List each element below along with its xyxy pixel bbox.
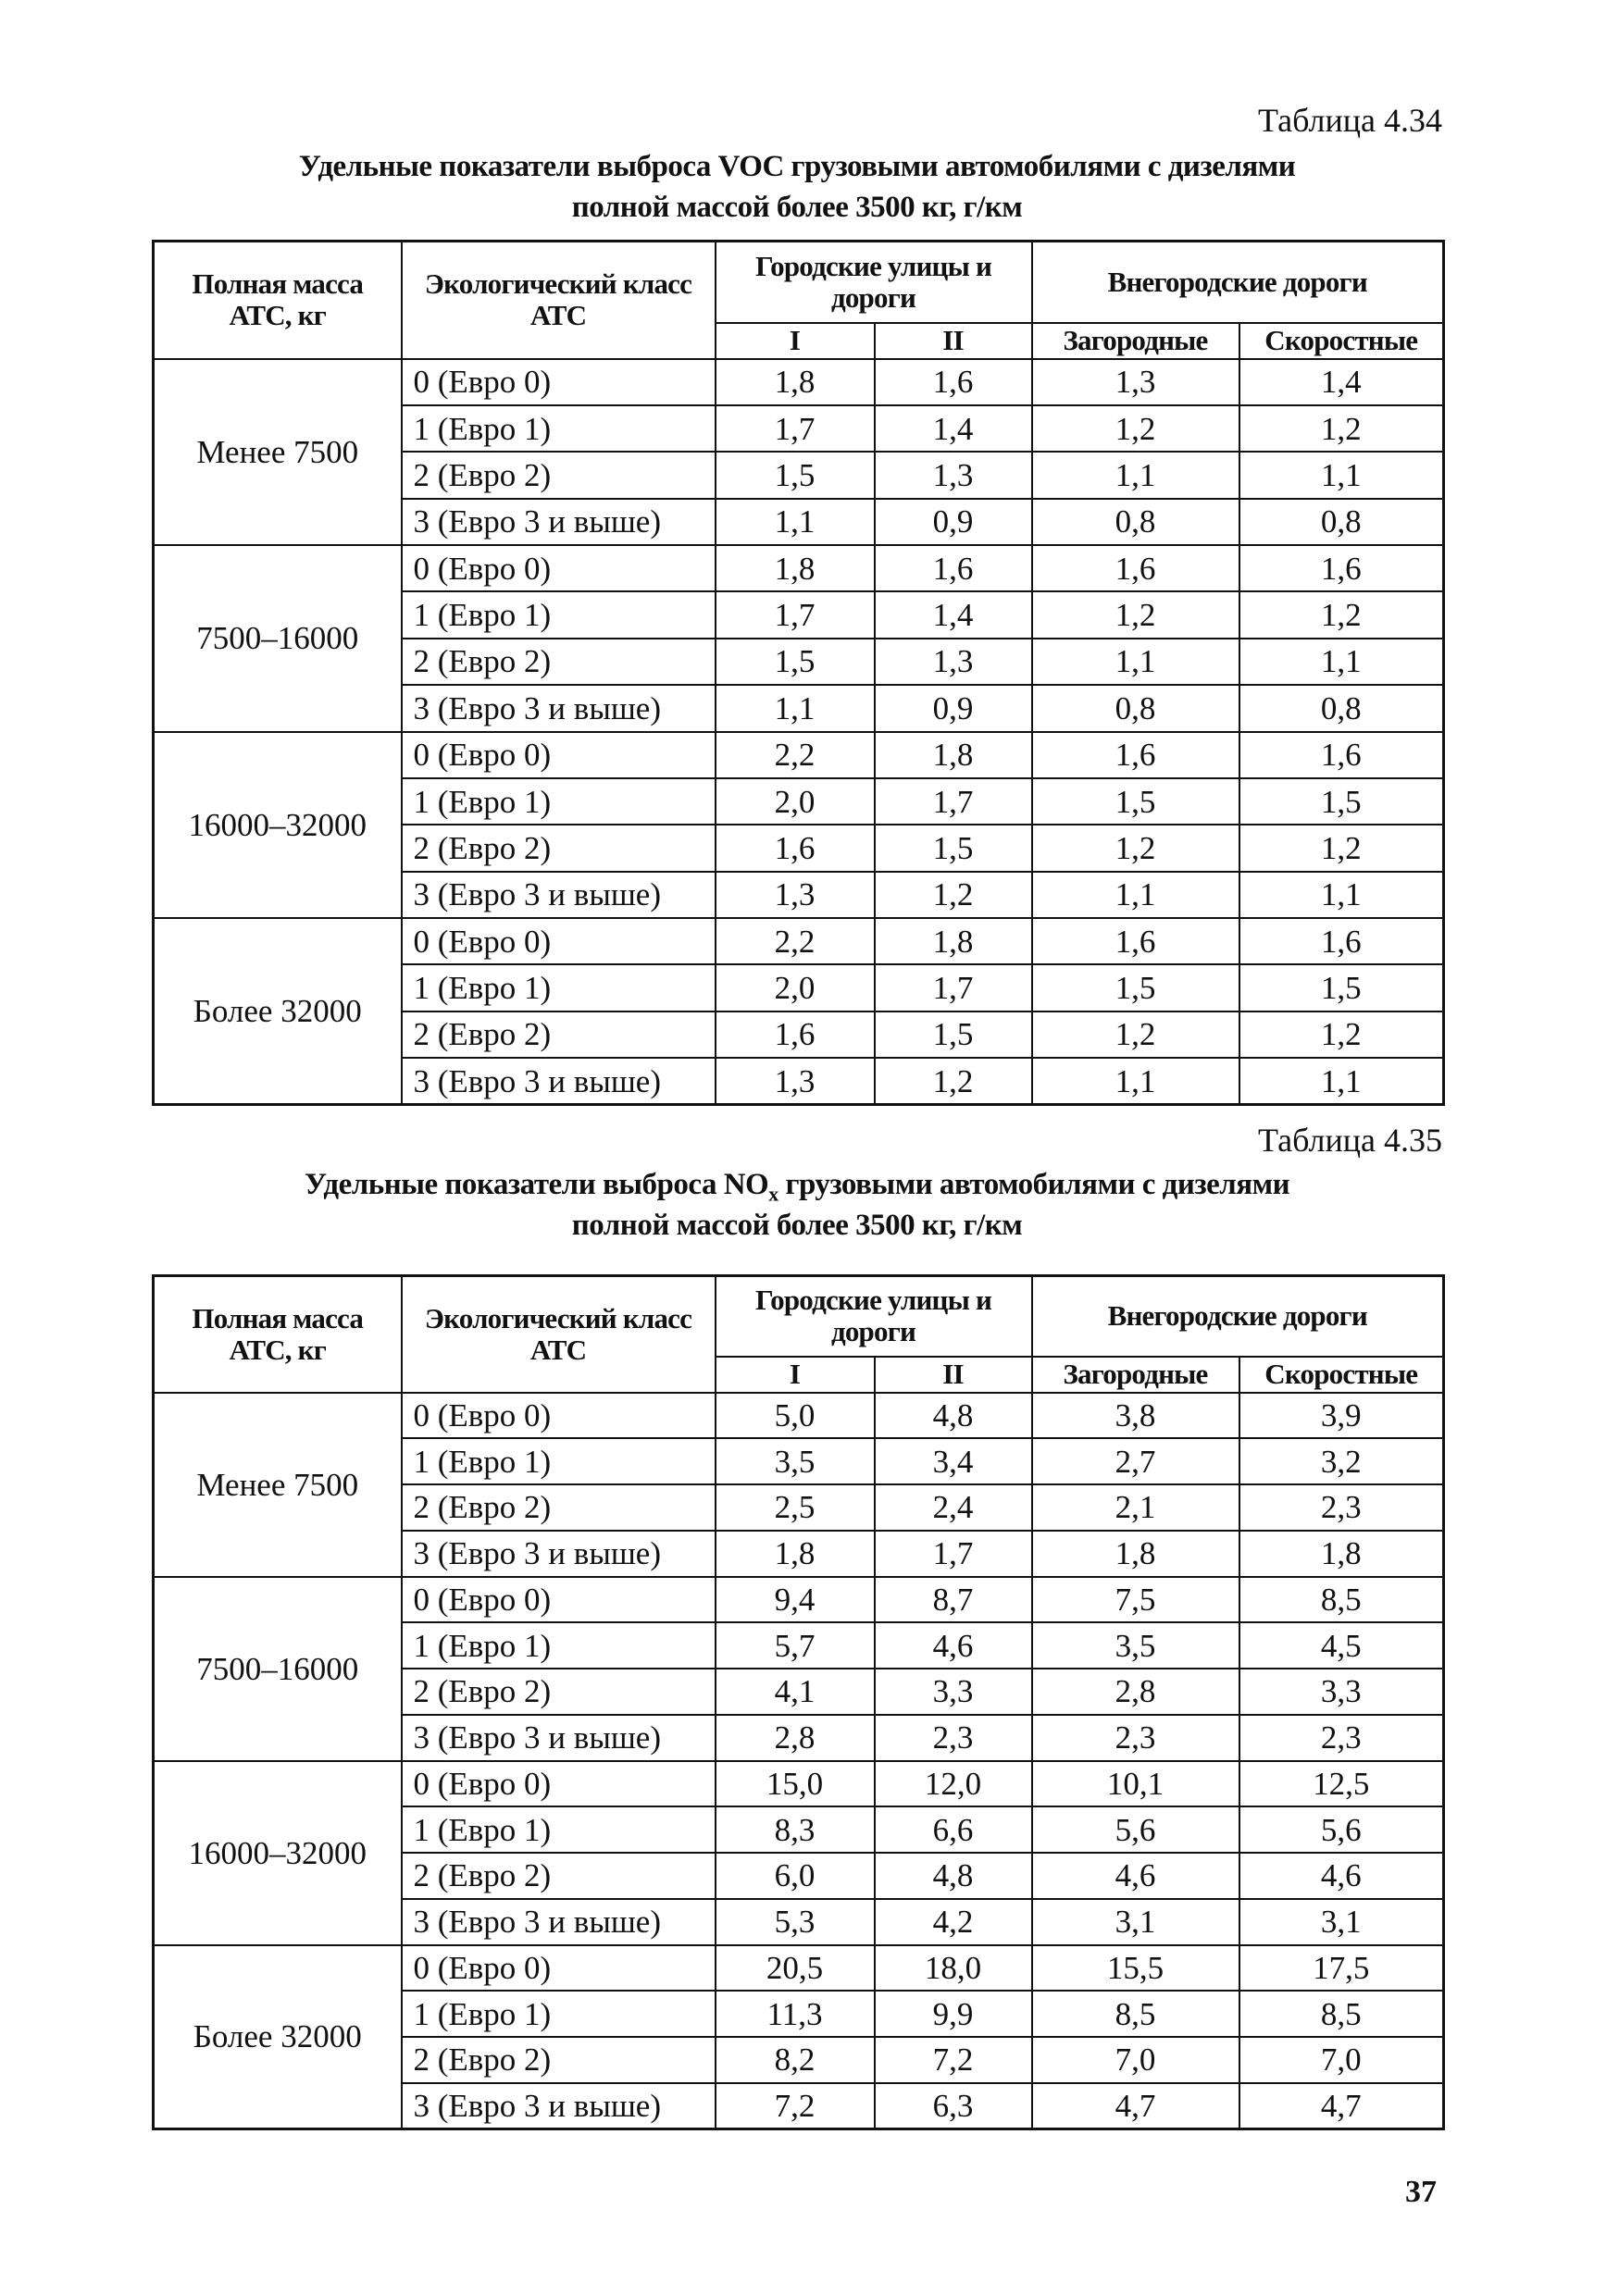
- title-text: Удельные показатели выброса VOC: [298, 150, 784, 183]
- table-row: [154, 1945, 1444, 1992]
- value-cell: 1,2: [1032, 591, 1239, 638]
- header-highway: Скоростные: [1239, 323, 1444, 359]
- value-cell: 15,5: [1032, 1945, 1239, 1992]
- value-cell: 1,8: [716, 545, 875, 591]
- value-cell: 3,8: [1032, 1393, 1239, 1439]
- value-cell: 7,2: [875, 2037, 1032, 2083]
- value-cell: 6,0: [716, 1853, 875, 1899]
- value-cell: 1,7: [875, 1531, 1032, 1577]
- value-cell: 2,0: [716, 778, 875, 825]
- table-row: [154, 545, 1444, 591]
- eco-class-cell: 1 (Евро 1): [402, 1991, 716, 2037]
- value-cell: 4,8: [875, 1853, 1032, 1899]
- value-cell: 10,1: [1032, 1761, 1239, 1807]
- value-cell: 1,3: [875, 452, 1032, 498]
- value-cell: 1,3: [875, 639, 1032, 685]
- value-cell: 1,1: [716, 499, 875, 545]
- value-cell: 1,1: [1032, 639, 1239, 685]
- eco-class-cell: 3 (Евро 3 и выше): [402, 1899, 716, 1945]
- value-cell: 3,4: [875, 1438, 1032, 1484]
- value-cell: 4,6: [1239, 1853, 1444, 1899]
- value-cell: 1,6: [1239, 918, 1444, 964]
- mass-cell: 7500–16000: [154, 1577, 402, 1761]
- header-highway: Скоростные: [1239, 1357, 1444, 1393]
- value-cell: 2,3: [875, 1715, 1032, 1761]
- eco-class-cell: 3 (Евро 3 и выше): [402, 1058, 716, 1104]
- value-cell: 1,5: [716, 639, 875, 685]
- mass-cell: 16000–32000: [154, 732, 402, 919]
- value-cell: 7,5: [1032, 1577, 1239, 1623]
- value-cell: 4,7: [1239, 2083, 1444, 2129]
- header-city: Городские улицы и дороги: [716, 1276, 1032, 1357]
- table-row: [154, 359, 1444, 405]
- eco-class-cell: 0 (Евро 0): [402, 732, 716, 778]
- value-cell: 12,5: [1239, 1761, 1444, 1807]
- table-row: [154, 732, 1444, 778]
- value-cell: 3,1: [1032, 1899, 1239, 1945]
- value-cell: 1,1: [1239, 872, 1444, 918]
- value-cell: 1,6: [1032, 545, 1239, 591]
- value-cell: 1,5: [1032, 778, 1239, 825]
- value-cell: 1,6: [1032, 918, 1239, 964]
- value-cell: 3,5: [716, 1438, 875, 1484]
- value-cell: 6,6: [875, 1806, 1032, 1853]
- header-intercity: Внегородские дороги: [1032, 1276, 1444, 1357]
- eco-class-cell: 0 (Евро 0): [402, 1577, 716, 1623]
- eco-class-cell: 0 (Евро 0): [402, 545, 716, 591]
- value-cell: 8,2: [716, 2037, 875, 2083]
- value-cell: 8,3: [716, 1806, 875, 1853]
- eco-class-cell: 2 (Евро 2): [402, 825, 716, 871]
- value-cell: 1,1: [1032, 452, 1239, 498]
- value-cell: 1,7: [716, 591, 875, 638]
- eco-class-cell: 0 (Евро 0): [402, 359, 716, 405]
- emissions-table: [152, 1274, 1445, 2130]
- value-cell: 1,2: [1032, 1011, 1239, 1058]
- value-cell: 1,1: [716, 685, 875, 731]
- table-row: [154, 1761, 1444, 1807]
- value-cell: 1,1: [1032, 1058, 1239, 1104]
- value-cell: 7,2: [716, 2083, 875, 2129]
- value-cell: 1,2: [1239, 825, 1444, 871]
- eco-class-cell: 3 (Евро 3 и выше): [402, 872, 716, 918]
- value-cell: 5,7: [716, 1622, 875, 1669]
- table-number: Таблица 4.35: [1258, 1122, 1442, 1159]
- table-title: [152, 146, 1442, 228]
- value-cell: 8,7: [875, 1577, 1032, 1623]
- value-cell: 15,0: [716, 1761, 875, 1807]
- value-cell: 1,6: [1032, 732, 1239, 778]
- value-cell: 2,0: [716, 964, 875, 1011]
- value-cell: 4,6: [875, 1622, 1032, 1669]
- mass-cell: Более 32000: [154, 1945, 402, 2129]
- mass-cell: Более 32000: [154, 918, 402, 1105]
- header-suburban: Загородные: [1032, 1357, 1239, 1393]
- value-cell: 1,2: [875, 872, 1032, 918]
- table-row: [154, 1577, 1444, 1623]
- value-cell: 11,3: [716, 1991, 875, 2037]
- table-row: [154, 918, 1444, 964]
- value-cell: 8,5: [1032, 1991, 1239, 2037]
- table-title: [152, 1164, 1442, 1246]
- table-title-line2: полной массой более 3500 кг, г/км: [571, 1209, 1023, 1242]
- value-cell: 2,3: [1032, 1715, 1239, 1761]
- eco-class-cell: 2 (Евро 2): [402, 1011, 716, 1058]
- table-title-line1: [152, 146, 1442, 187]
- value-cell: 0,9: [875, 499, 1032, 545]
- value-cell: 1,6: [716, 825, 875, 871]
- value-cell: 8,5: [1239, 1577, 1444, 1623]
- value-cell: 1,1: [1032, 872, 1239, 918]
- header-row: [154, 242, 1444, 323]
- value-cell: 0,8: [1032, 685, 1239, 731]
- value-cell: 1,3: [716, 1058, 875, 1104]
- value-cell: 1,7: [875, 964, 1032, 1011]
- value-cell: 9,9: [875, 1991, 1032, 2037]
- value-cell: 4,5: [1239, 1622, 1444, 1669]
- value-cell: 3,5: [1032, 1622, 1239, 1669]
- page-number: 37: [1405, 2175, 1437, 2209]
- value-cell: 1,2: [1239, 1011, 1444, 1058]
- value-cell: 1,2: [1032, 405, 1239, 452]
- value-cell: 1,1: [1239, 639, 1444, 685]
- value-cell: 1,8: [1239, 1531, 1444, 1577]
- value-cell: 5,3: [716, 1899, 875, 1945]
- eco-class-cell: 3 (Евро 3 и выше): [402, 1531, 716, 1577]
- value-cell: 12,0: [875, 1761, 1032, 1807]
- value-cell: 1,7: [875, 778, 1032, 825]
- eco-class-cell: 1 (Евро 1): [402, 964, 716, 1011]
- title-subscript: x: [768, 1182, 778, 1206]
- title-text: грузовыми автомобилями с дизелями: [783, 150, 1296, 183]
- value-cell: 0,8: [1239, 499, 1444, 545]
- value-cell: 1,8: [716, 359, 875, 405]
- mass-cell: Менее 7500: [154, 359, 402, 546]
- value-cell: 2,1: [1032, 1484, 1239, 1531]
- value-cell: 4,6: [1032, 1853, 1239, 1899]
- value-cell: 1,6: [716, 1011, 875, 1058]
- value-cell: 1,2: [1239, 591, 1444, 638]
- value-cell: 3,3: [1239, 1669, 1444, 1715]
- value-cell: 5,0: [716, 1393, 875, 1439]
- eco-class-cell: 1 (Евро 1): [402, 405, 716, 452]
- eco-class-cell: 1 (Евро 1): [402, 778, 716, 825]
- table-row: [154, 1393, 1444, 1439]
- header-eco-class: Экологический класс АТС: [402, 1276, 716, 1393]
- value-cell: 8,5: [1239, 1991, 1444, 2037]
- value-cell: 0,8: [1032, 499, 1239, 545]
- eco-class-cell: 1 (Евро 1): [402, 1622, 716, 1669]
- mass-cell: 16000–32000: [154, 1761, 402, 1945]
- value-cell: 4,8: [875, 1393, 1032, 1439]
- value-cell: 2,7: [1032, 1438, 1239, 1484]
- value-cell: 1,8: [1032, 1531, 1239, 1577]
- value-cell: 1,5: [1239, 778, 1444, 825]
- value-cell: 1,1: [1239, 452, 1444, 498]
- value-cell: 2,8: [716, 1715, 875, 1761]
- mass-cell: 7500–16000: [154, 545, 402, 732]
- value-cell: 1,6: [875, 359, 1032, 405]
- value-cell: 4,2: [875, 1899, 1032, 1945]
- value-cell: 0,9: [875, 685, 1032, 731]
- header-intercity: Внегородские дороги: [1032, 242, 1444, 323]
- eco-class-cell: 0 (Евро 0): [402, 1393, 716, 1439]
- header-row: [154, 1276, 1444, 1357]
- value-cell: 2,2: [716, 732, 875, 778]
- value-cell: 1,4: [875, 405, 1032, 452]
- eco-class-cell: 0 (Евро 0): [402, 918, 716, 964]
- value-cell: 6,3: [875, 2083, 1032, 2129]
- value-cell: 1,5: [716, 452, 875, 498]
- eco-class-cell: 2 (Евро 2): [402, 1669, 716, 1715]
- eco-class-cell: 3 (Евро 3 и выше): [402, 685, 716, 731]
- value-cell: 17,5: [1239, 1945, 1444, 1992]
- eco-class-cell: 1 (Евро 1): [402, 1438, 716, 1484]
- value-cell: 18,0: [875, 1945, 1032, 1992]
- value-cell: 1,4: [1239, 359, 1444, 405]
- header-city-2: II: [875, 323, 1032, 359]
- table-title-line2: полной массой более 3500 кг, г/км: [571, 191, 1023, 224]
- header-mass: Полная масса АТС, кг: [154, 242, 402, 359]
- value-cell: 3,3: [875, 1669, 1032, 1715]
- eco-class-cell: 2 (Евро 2): [402, 639, 716, 685]
- header-eco-class: Экологический класс АТС: [402, 242, 716, 359]
- header-city: Городские улицы и дороги: [716, 242, 1032, 323]
- value-cell: 1,3: [1032, 359, 1239, 405]
- value-cell: 1,5: [1239, 964, 1444, 1011]
- value-cell: 0,8: [1239, 685, 1444, 731]
- table-title-line1: [152, 1164, 1442, 1205]
- value-cell: 1,2: [875, 1058, 1032, 1104]
- value-cell: 5,6: [1032, 1806, 1239, 1853]
- value-cell: 2,5: [716, 1484, 875, 1531]
- title-text: Удельные показатели выброса NO: [304, 1168, 769, 1201]
- value-cell: 4,1: [716, 1669, 875, 1715]
- value-cell: 1,2: [1032, 825, 1239, 871]
- value-cell: 1,6: [1239, 732, 1444, 778]
- value-cell: 1,5: [1032, 964, 1239, 1011]
- table-number: Таблица 4.34: [1258, 102, 1442, 139]
- eco-class-cell: 3 (Евро 3 и выше): [402, 499, 716, 545]
- value-cell: 3,2: [1239, 1438, 1444, 1484]
- value-cell: 1,6: [875, 545, 1032, 591]
- value-cell: 5,6: [1239, 1806, 1444, 1853]
- header-city-2: II: [875, 1357, 1032, 1393]
- eco-class-cell: 3 (Евро 3 и выше): [402, 1715, 716, 1761]
- value-cell: 1,1: [1239, 1058, 1444, 1104]
- eco-class-cell: 2 (Евро 2): [402, 1853, 716, 1899]
- value-cell: 3,9: [1239, 1393, 1444, 1439]
- value-cell: 1,8: [875, 732, 1032, 778]
- mass-cell: Менее 7500: [154, 1393, 402, 1577]
- value-cell: 1,6: [1239, 545, 1444, 591]
- header-mass: Полная масса АТС, кг: [154, 1276, 402, 1393]
- value-cell: 2,3: [1239, 1484, 1444, 1531]
- eco-class-cell: 2 (Евро 2): [402, 452, 716, 498]
- value-cell: 2,2: [716, 918, 875, 964]
- value-cell: 7,0: [1239, 2037, 1444, 2083]
- header-city-1: I: [716, 323, 875, 359]
- value-cell: 1,2: [1239, 405, 1444, 452]
- value-cell: 4,7: [1032, 2083, 1239, 2129]
- header-city-1: I: [716, 1357, 875, 1393]
- eco-class-cell: 1 (Евро 1): [402, 591, 716, 638]
- value-cell: 1,8: [716, 1531, 875, 1577]
- value-cell: 20,5: [716, 1945, 875, 1992]
- value-cell: 1,7: [716, 405, 875, 452]
- emissions-table: [152, 240, 1445, 1106]
- eco-class-cell: 3 (Евро 3 и выше): [402, 2083, 716, 2129]
- value-cell: 3,1: [1239, 1899, 1444, 1945]
- eco-class-cell: 2 (Евро 2): [402, 2037, 716, 2083]
- header-suburban: Загородные: [1032, 323, 1239, 359]
- value-cell: 1,5: [875, 1011, 1032, 1058]
- value-cell: 1,3: [716, 872, 875, 918]
- eco-class-cell: 0 (Евро 0): [402, 1761, 716, 1807]
- value-cell: 1,8: [875, 918, 1032, 964]
- value-cell: 7,0: [1032, 2037, 1239, 2083]
- value-cell: 9,4: [716, 1577, 875, 1623]
- value-cell: 1,4: [875, 591, 1032, 638]
- eco-class-cell: 0 (Евро 0): [402, 1945, 716, 1992]
- value-cell: 2,8: [1032, 1669, 1239, 1715]
- eco-class-cell: 1 (Евро 1): [402, 1806, 716, 1853]
- value-cell: 2,4: [875, 1484, 1032, 1531]
- eco-class-cell: 2 (Евро 2): [402, 1484, 716, 1531]
- value-cell: 2,3: [1239, 1715, 1444, 1761]
- title-text: грузовыми автомобилями с дизелями: [778, 1168, 1290, 1201]
- value-cell: 1,5: [875, 825, 1032, 871]
